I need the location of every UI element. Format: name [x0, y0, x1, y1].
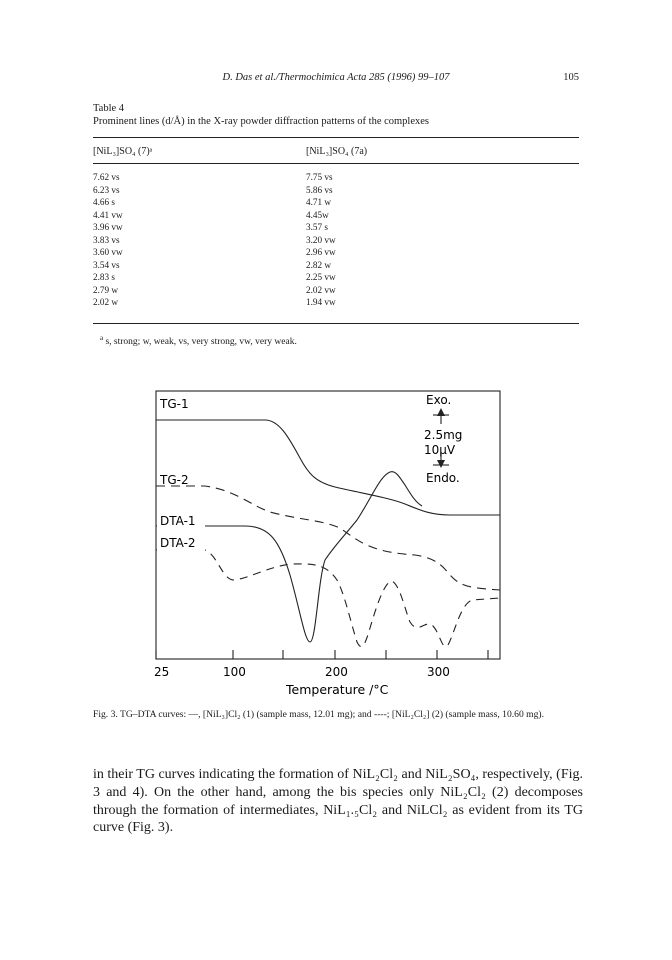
table-cell-col2: 2.82 w [306, 259, 332, 270]
x-axis-label: Temperature /°C [286, 682, 389, 697]
table-cell-col2: 1.94 vw [306, 297, 336, 307]
tg2-label: TG-2 [160, 473, 189, 487]
table-cell-col2: 3.57 s [306, 222, 328, 232]
table-cell-col2: 5.86 vs [306, 184, 333, 195]
table-row [93, 209, 579, 222]
table-header-rule [93, 163, 579, 164]
table-cell-col1: 7.62 vs [93, 172, 120, 182]
journal-citation: D. Das et al./Thermochimica Acta 285 (1996) 99–107 [222, 72, 450, 83]
table-cell-col1: 3.96 vw [93, 222, 123, 232]
table-row [93, 171, 579, 184]
dta2-label: DTA-2 [160, 536, 196, 550]
voltage-scale-label: 10µV [424, 443, 456, 457]
table-cell-col1: 2.79 w [93, 284, 119, 295]
table-cell-col1: 3.83 vs [93, 234, 120, 245]
dta1-label: DTA-1 [160, 514, 196, 528]
mass-scale-label: 2.5mg [424, 428, 463, 442]
tg-dta-figure [150, 380, 510, 700]
footnote-mark: a [100, 334, 104, 342]
table-row [93, 284, 579, 297]
table-cell-col2: 2.02 vw [306, 284, 336, 295]
table-col2-header: [NiL₃]SO₄ (7a) [306, 146, 368, 157]
dta2-curve [156, 550, 500, 647]
table-cell-col1: 4.41 vw [93, 209, 123, 220]
table-cell-col1: 6.23 vs [93, 184, 120, 195]
page-number: 105 [563, 72, 579, 83]
table-row [93, 259, 579, 272]
table-row [93, 196, 579, 209]
table-footnote [100, 334, 297, 347]
table-cell-col1: 2.83 s [93, 272, 115, 282]
endo-arrow-icon [437, 460, 445, 468]
table-row [93, 221, 579, 234]
table-cell-col2: 2.25 vw [306, 272, 336, 282]
x-tick-label: 25 [154, 665, 170, 679]
table-cell-col1: 4.66 s [93, 197, 115, 207]
table-row [93, 184, 579, 197]
table-row [93, 296, 579, 309]
tg2-curve [156, 486, 500, 590]
table-cell-col2: 4.71 w [306, 197, 332, 207]
table-row [93, 246, 579, 259]
table-cell-col1: 2.02 w [93, 297, 119, 307]
table-title: Table 4 [93, 103, 125, 114]
exo-arrow-icon [437, 408, 445, 416]
x-tick-label: 200 [325, 665, 348, 679]
table-caption [93, 102, 429, 128]
x-tick-label: 100 [223, 665, 246, 679]
footnote-text: s, strong; w, weak, vs, very strong, vw, very weak. [105, 337, 297, 348]
body-paragraph: in their TG curves indicating the formation of NiL₂Cl₂ and NiL₂SO₄, respectively, (Fig. 3 and 4). On the other hand, among the bis species only NiL₂Cl₂ (2) decomposes through the formation of intermediates, NiL₁.₅Cl₂ and NiLCl₂ as evident from its TG curve (Fig. 3). [93, 767, 583, 836]
tg1-label: TG-1 [160, 397, 189, 411]
table-top-rule [93, 137, 579, 138]
table-col1-header: [NiL₃]SO₄ (7)ᵃ [93, 146, 153, 157]
table-cell-col1: 3.54 vs [93, 259, 120, 270]
table-row [93, 271, 579, 284]
table-cell-col1: 3.60 vw [93, 247, 123, 257]
table-cell-col2: 3.20 vw [306, 234, 336, 245]
x-tick-label: 300 [427, 665, 450, 679]
table-cell-col2: 4.45w [306, 209, 329, 220]
endo-label: Endo. [426, 471, 460, 485]
table-bottom-rule [93, 323, 579, 324]
exo-label: Exo. [426, 393, 452, 407]
table-description: Prominent lines (d/Å) in the X-ray powder diffraction patterns of the complexes [93, 116, 430, 127]
figure-caption: Fig. 3. TG–DTA curves: —, [NiL₃]Cl₂ (1) (sample mass, 12.01 mg); and ----; [NiL₂Cl₂] (2) (sample mass, 10.60 mg). [93, 709, 545, 720]
table-body [93, 171, 579, 309]
table-cell-col2: 2.96 vw [306, 247, 336, 257]
table-cell-col2: 7.75 vs [306, 172, 333, 182]
table-row [93, 234, 579, 247]
